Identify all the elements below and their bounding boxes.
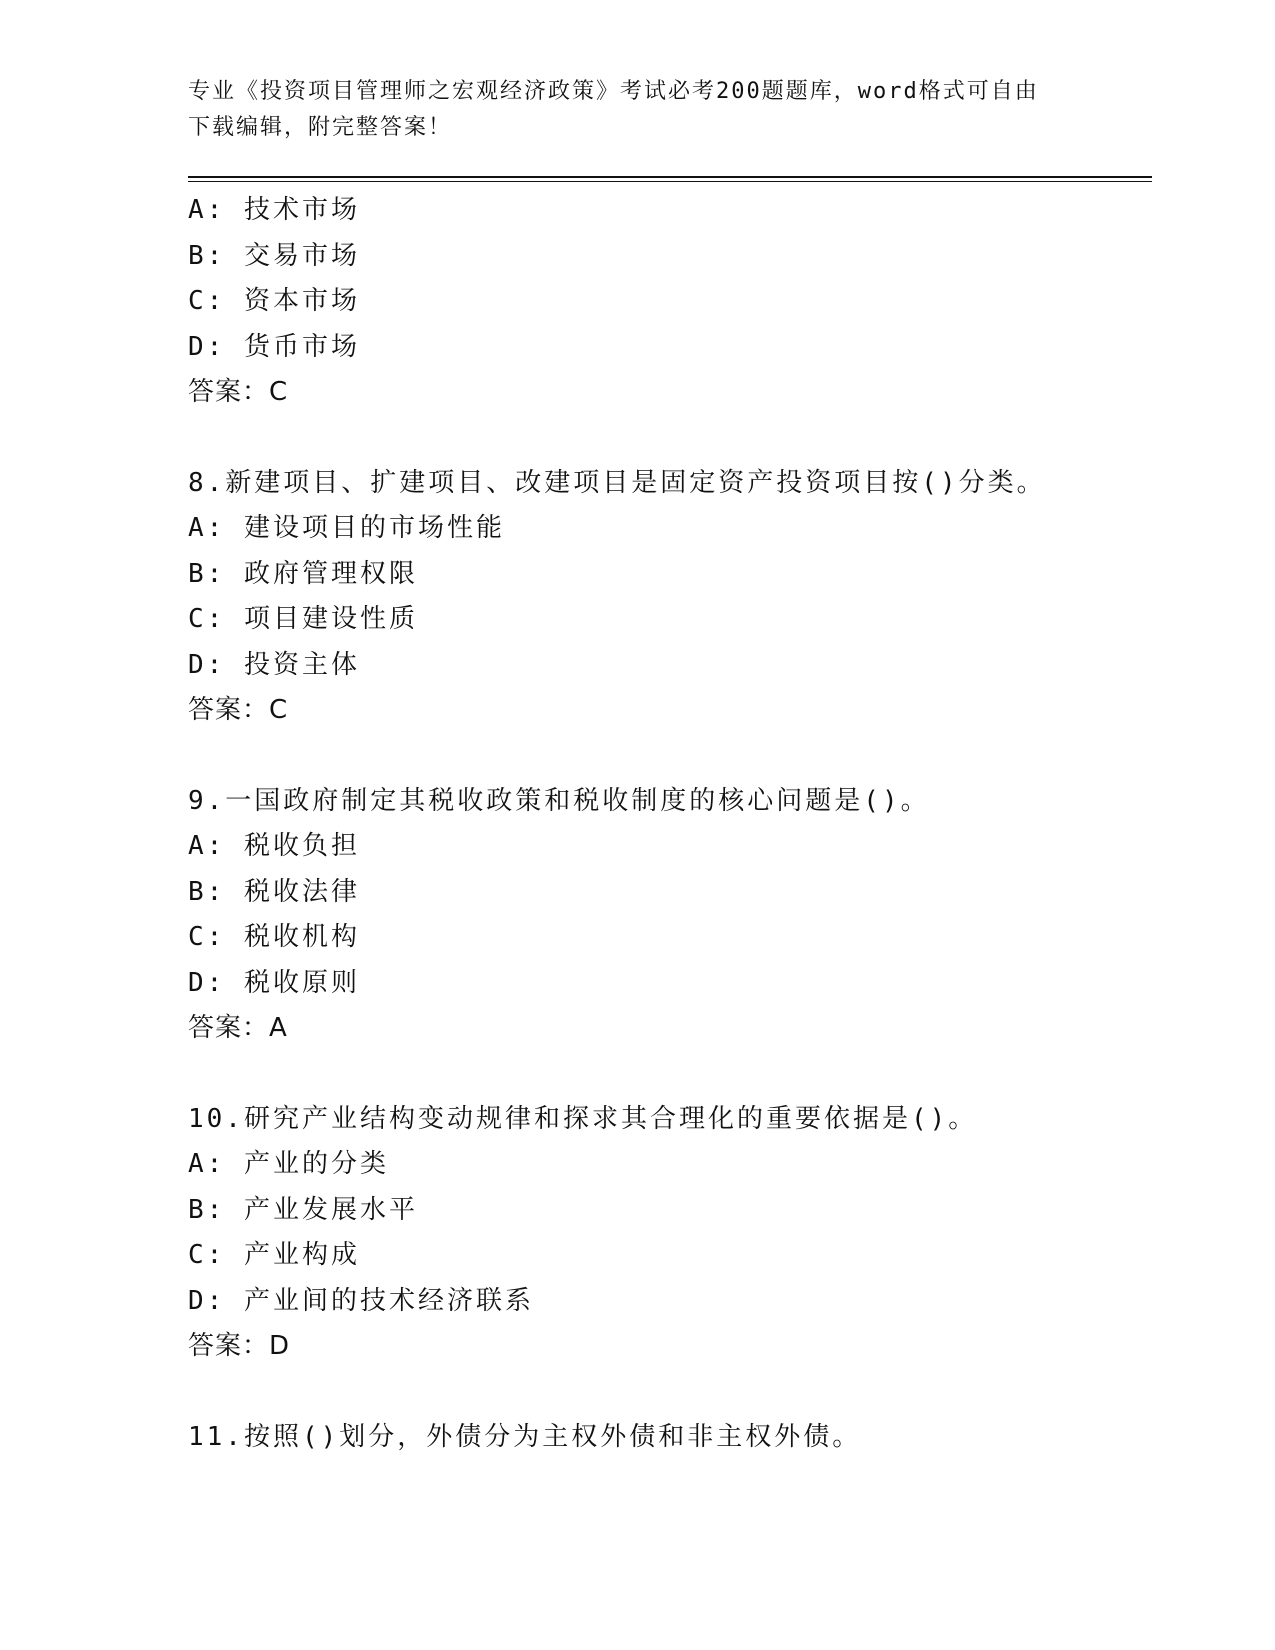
option-d: D: 产业间的技术经济联系 — [188, 1285, 534, 1316]
option-a: A: 税收负担 — [188, 831, 360, 861]
question-block — [188, 461, 1152, 734]
question-text: 11.按照()划分，外债分为主权外债和非主权外债。 — [188, 1421, 862, 1452]
option-c: C: 税收机构 — [188, 922, 360, 952]
answer-line: 答案：C — [188, 377, 289, 407]
option-d: D: 税收原则 — [188, 967, 360, 998]
question-text: 10.研究产业结构变动规律和探求其合理化的重要依据是()。 — [188, 1103, 978, 1134]
question-text: 9.一国政府制定其税收政策和税收制度的核心问题是()。 — [188, 785, 930, 816]
option-c: C: 资本市场 — [188, 286, 360, 316]
question-list — [188, 188, 1152, 1460]
option-b: B: 交易市场 — [188, 240, 360, 271]
header-line-2: 下载编辑，附完整答案！ — [188, 115, 453, 140]
header-rule-thick — [188, 176, 1152, 178]
option-d: D: 货币市场 — [188, 331, 360, 362]
question-block — [188, 1415, 1152, 1461]
header-line-1: 专业《投资项目管理师之宏观经济政策》考试必考200题题库，word格式可自由 — [188, 79, 1039, 104]
question-block — [188, 779, 1152, 1052]
option-d: D: 投资主体 — [188, 649, 360, 680]
option-c: C: 项目建设性质 — [188, 604, 418, 634]
answer-line: 答案：A — [188, 1013, 288, 1043]
answer-line: 答案：D — [188, 1331, 291, 1361]
option-a: A: 建设项目的市场性能 — [188, 513, 505, 543]
document-header — [188, 74, 1068, 146]
option-c: C: 产业构成 — [188, 1240, 360, 1270]
question-text: 8.新建项目、扩建项目、改建项目是固定资产投资项目按()分类。 — [188, 467, 1046, 498]
option-b: B: 产业发展水平 — [188, 1194, 418, 1225]
carryover-block — [188, 188, 1152, 416]
option-a: A: 产业的分类 — [188, 1149, 389, 1179]
header-rule-thin — [188, 181, 1152, 182]
answer-line: 答案：C — [188, 695, 289, 725]
question-block — [188, 1097, 1152, 1370]
option-b: B: 政府管理权限 — [188, 558, 418, 589]
option-a: A: 技术市场 — [188, 195, 360, 225]
option-b: B: 税收法律 — [188, 876, 360, 907]
